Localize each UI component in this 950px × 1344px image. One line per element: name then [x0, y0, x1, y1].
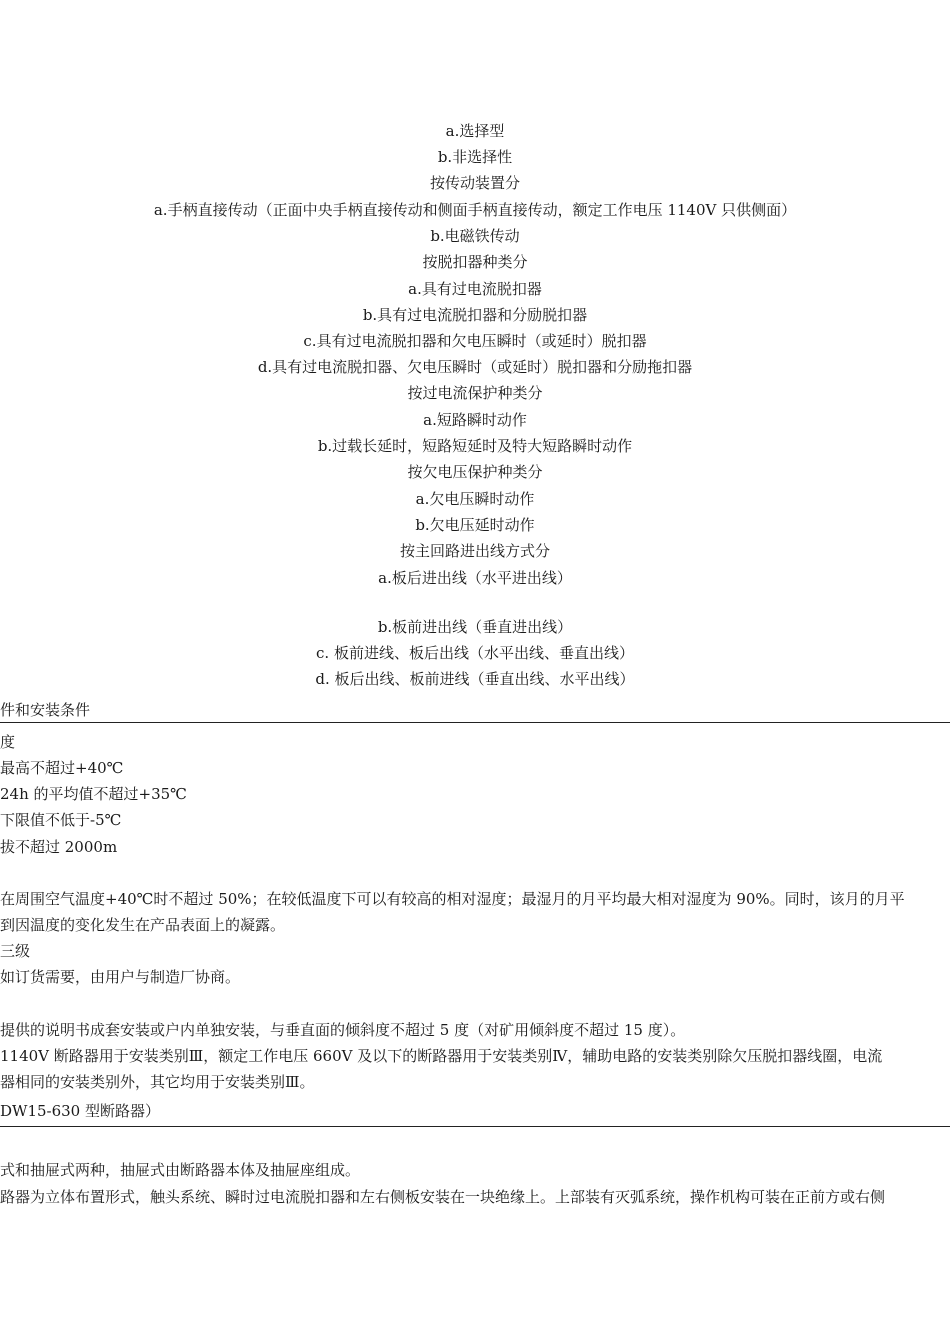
body-line: 式和抽屉式两种，抽屉式由断路器本体及抽屉座组成。 — [0, 1161, 361, 1179]
body-line: 在周围空气温度+40℃时不超过 50%；在较低温度下可以有较高的相对湿度；最湿月的月平均最大相对湿度为 90%。同时，该月的月平 — [0, 890, 905, 908]
body-line: 下限值不低于-5℃ — [0, 811, 122, 829]
option-selective: a.选择型 — [445, 122, 505, 140]
option-release-c: c.具有过电流脱扣器和欠电压瞬时（或延时）脱扣器 — [303, 332, 647, 350]
body-line: 1140V 断路器用于安装类别Ⅲ，额定工作电压 660V 及以下的断路器用于安装类别Ⅳ，辅助电路的安装类别除欠压脱扣器线圈，电流 — [0, 1047, 883, 1065]
body-line: 最高不超过+40℃ — [0, 759, 124, 777]
body-line: 度 — [0, 733, 16, 751]
body-line: 三级 — [0, 942, 31, 960]
option-wiring-a: a.板后进出线（水平进出线） — [378, 569, 572, 587]
option-overcurrent-b: b.过载长延时，短路短延时及特大短路瞬时动作 — [317, 437, 633, 455]
body-line: 到因温度的变化发生在产品表面上的凝露。 — [0, 916, 286, 934]
option-non-selective: b.非选择性 — [437, 148, 513, 166]
category-heading-undervoltage: 按欠电压保护种类分 — [407, 463, 543, 481]
section-heading-structure: DW15-630 型断路器） — [0, 1102, 160, 1120]
category-heading-wiring: 按主回路进出线方式分 — [399, 542, 550, 560]
category-heading-overcurrent: 按过电流保护种类分 — [407, 384, 543, 402]
body-line: 器相同的安装类别外，其它均用于安装类别Ⅲ。 — [0, 1073, 315, 1091]
option-undervoltage-b: b.欠电压延时动作 — [415, 516, 535, 534]
option-release-b: b.具有过电流脱扣器和分励脱扣器 — [362, 306, 588, 324]
option-handle-drive: a.手柄直接传动（正面中央手柄直接传动和侧面手柄直接传动，额定工作电压 1140V 只供侧面） — [153, 201, 797, 219]
option-electromagnet-drive: b.电磁铁传动 — [430, 227, 520, 245]
option-wiring-c: c. 板前进线、板后出线（水平出线、垂直出线） — [316, 644, 634, 662]
option-release-a: a.具有过电流脱扣器 — [408, 280, 542, 298]
category-heading-release-type: 按脱扣器种类分 — [422, 253, 528, 271]
section-divider — [0, 1126, 950, 1127]
body-line: 24h 的平均值不超过+35℃ — [0, 785, 187, 803]
option-overcurrent-a: a.短路瞬时动作 — [423, 411, 527, 429]
section-heading-conditions: 件和安装条件 — [0, 701, 91, 719]
body-line: 拔不超过 2000m — [0, 838, 118, 856]
option-undervoltage-a: a.欠电压瞬时动作 — [415, 490, 535, 508]
body-line: 提供的说明书成套安装或户内单独安装，与垂直面的倾斜度不超过 5 度（对矿用倾斜度不超过 15 度）。 — [0, 1021, 686, 1039]
option-wiring-b: b.板前进出线（垂直进出线） — [377, 618, 573, 636]
body-line: 如订货需要，由用户与制造厂协商。 — [0, 968, 241, 986]
section-divider — [0, 722, 950, 723]
option-wiring-d: d. 板后出线、板前进线（垂直出线、水平出线） — [315, 670, 635, 688]
body-line: 路器为立体布置形式，触头系统、瞬时过电流脱扣器和左右侧板安装在一块绝缘上。上部装有灭弧系统，操作机构可装在正前方或右侧 — [0, 1188, 886, 1206]
option-release-d: d.具有过电流脱扣器、欠电压瞬时（或延时）脱扣器和分励拖扣器 — [257, 358, 693, 376]
category-heading-transmission: 按传动装置分 — [429, 174, 520, 192]
